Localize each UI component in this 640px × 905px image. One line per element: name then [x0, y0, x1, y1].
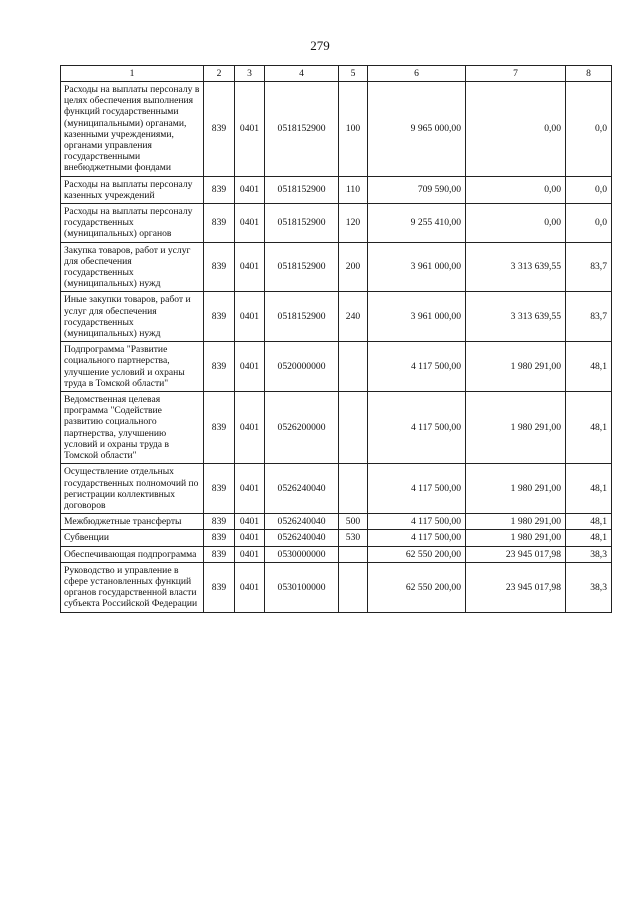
table-row — [61, 204, 612, 243]
cell-target-code: 0518152900 — [265, 242, 339, 292]
cell-expense-type: 240 — [339, 292, 368, 342]
cell-section: 0401 — [235, 530, 265, 546]
cell-plan: 4 117 500,00 — [368, 464, 466, 514]
cell-actual: 1 980 291,00 — [466, 464, 566, 514]
cell-section: 0401 — [235, 514, 265, 530]
cell-plan: 4 117 500,00 — [368, 514, 466, 530]
cell-plan: 9 255 410,00 — [368, 204, 466, 243]
cell-section: 0401 — [235, 392, 265, 464]
column-header: 1 — [61, 66, 204, 82]
table-row — [61, 530, 612, 546]
cell-expense-type: 500 — [339, 514, 368, 530]
row-name: Обеспечивающая подпрограмма — [61, 546, 204, 562]
budget-table — [60, 65, 612, 613]
cell-target-code: 0530100000 — [265, 562, 339, 612]
column-header: 3 — [235, 66, 265, 82]
cell-plan: 9 965 000,00 — [368, 82, 466, 177]
cell-plan: 62 550 200,00 — [368, 562, 466, 612]
table-row — [61, 562, 612, 612]
cell-gr: 839 — [204, 546, 235, 562]
column-header: 7 — [466, 66, 566, 82]
cell-target-code: 0526240040 — [265, 530, 339, 546]
page-number: 279 — [310, 38, 330, 53]
row-name: Межбюджетные трансферты — [61, 514, 204, 530]
cell-percent: 0,0 — [566, 204, 612, 243]
cell-actual: 0,00 — [466, 204, 566, 243]
cell-plan: 4 117 500,00 — [368, 530, 466, 546]
cell-expense-type — [339, 392, 368, 464]
row-name: Расходы на выплаты персоналу казенных учреждений — [61, 176, 204, 203]
cell-expense-type: 100 — [339, 82, 368, 177]
cell-section: 0401 — [235, 292, 265, 342]
cell-expense-type — [339, 342, 368, 392]
cell-actual: 1 980 291,00 — [466, 530, 566, 546]
cell-percent: 0,0 — [566, 176, 612, 203]
cell-actual: 0,00 — [466, 176, 566, 203]
cell-gr: 839 — [204, 82, 235, 177]
cell-expense-type — [339, 562, 368, 612]
row-name: Подпрограмма "Развитие социального партнерства, улучшение условий и охраны труда в Томской области" — [61, 342, 204, 392]
column-header: 4 — [265, 66, 339, 82]
cell-actual: 1 980 291,00 — [466, 392, 566, 464]
cell-actual: 0,00 — [466, 82, 566, 177]
row-name: Осуществление отдельных государственных полномочий по регистрации коллективных договоров — [61, 464, 204, 514]
cell-target-code: 0526240040 — [265, 514, 339, 530]
cell-plan: 4 117 500,00 — [368, 392, 466, 464]
cell-plan: 3 961 000,00 — [368, 242, 466, 292]
cell-gr: 839 — [204, 514, 235, 530]
cell-actual: 3 313 639,55 — [466, 242, 566, 292]
cell-percent: 48,1 — [566, 530, 612, 546]
cell-percent: 48,1 — [566, 342, 612, 392]
table-row — [61, 242, 612, 292]
cell-section: 0401 — [235, 546, 265, 562]
row-name: Расходы на выплаты персоналу государственных (муниципальных) органов — [61, 204, 204, 243]
cell-actual: 23 945 017,98 — [466, 562, 566, 612]
cell-target-code: 0526200000 — [265, 392, 339, 464]
row-name: Ведомственная целевая программа "Содействие развитию социального партнерства, улучшению условий и охраны труда в Томской области" — [61, 392, 204, 464]
cell-gr: 839 — [204, 464, 235, 514]
cell-percent: 48,1 — [566, 392, 612, 464]
cell-actual: 1 980 291,00 — [466, 342, 566, 392]
table-row — [61, 176, 612, 203]
row-name: Расходы на выплаты персоналу в целях обеспечения выполнения функций государственными (муниципальными) органами, казенными учреждениями, органами управления государственными внебюджетными фондами — [61, 82, 204, 177]
cell-target-code: 0518152900 — [265, 204, 339, 243]
cell-actual: 23 945 017,98 — [466, 546, 566, 562]
cell-expense-type: 200 — [339, 242, 368, 292]
cell-expense-type — [339, 546, 368, 562]
column-header: 6 — [368, 66, 466, 82]
cell-target-code: 0526240040 — [265, 464, 339, 514]
table-row — [61, 514, 612, 530]
cell-target-code: 0518152900 — [265, 176, 339, 203]
cell-plan: 709 590,00 — [368, 176, 466, 203]
cell-section: 0401 — [235, 562, 265, 612]
cell-percent: 0,0 — [566, 82, 612, 177]
cell-actual: 1 980 291,00 — [466, 514, 566, 530]
table-row — [61, 82, 612, 177]
cell-percent: 38,3 — [566, 562, 612, 612]
cell-percent: 48,1 — [566, 464, 612, 514]
cell-section: 0401 — [235, 176, 265, 203]
table-header-row — [61, 66, 612, 82]
cell-gr: 839 — [204, 204, 235, 243]
cell-target-code: 0530000000 — [265, 546, 339, 562]
cell-gr: 839 — [204, 176, 235, 203]
row-name: Закупка товаров, работ и услуг для обеспечения государственных (муниципальных) нужд — [61, 242, 204, 292]
cell-gr: 839 — [204, 242, 235, 292]
column-header: 5 — [339, 66, 368, 82]
cell-gr: 839 — [204, 342, 235, 392]
cell-gr: 839 — [204, 530, 235, 546]
cell-expense-type: 530 — [339, 530, 368, 546]
cell-section: 0401 — [235, 342, 265, 392]
cell-percent: 83,7 — [566, 292, 612, 342]
cell-plan: 62 550 200,00 — [368, 546, 466, 562]
cell-percent: 83,7 — [566, 242, 612, 292]
column-header: 2 — [204, 66, 235, 82]
cell-target-code: 0518152900 — [265, 292, 339, 342]
cell-target-code: 0518152900 — [265, 82, 339, 177]
cell-target-code: 0520000000 — [265, 342, 339, 392]
row-name: Руководство и управление в сфере установленных функций органов государственной власти субъекта Российской Федерации — [61, 562, 204, 612]
cell-section: 0401 — [235, 242, 265, 292]
cell-percent: 38,3 — [566, 546, 612, 562]
table-row — [61, 292, 612, 342]
column-header: 8 — [566, 66, 612, 82]
cell-expense-type: 110 — [339, 176, 368, 203]
cell-expense-type: 120 — [339, 204, 368, 243]
row-name: Субвенции — [61, 530, 204, 546]
cell-gr: 839 — [204, 562, 235, 612]
cell-plan: 4 117 500,00 — [368, 342, 466, 392]
cell-section: 0401 — [235, 464, 265, 514]
cell-gr: 839 — [204, 392, 235, 464]
cell-expense-type — [339, 464, 368, 514]
table-row — [61, 546, 612, 562]
row-name: Иные закупки товаров, работ и услуг для обеспечения государственных (муниципальных) нужд — [61, 292, 204, 342]
table-row — [61, 392, 612, 464]
table-row — [61, 342, 612, 392]
cell-section: 0401 — [235, 82, 265, 177]
cell-gr: 839 — [204, 292, 235, 342]
table-row — [61, 464, 612, 514]
cell-percent: 48,1 — [566, 514, 612, 530]
cell-plan: 3 961 000,00 — [368, 292, 466, 342]
cell-section: 0401 — [235, 204, 265, 243]
cell-actual: 3 313 639,55 — [466, 292, 566, 342]
